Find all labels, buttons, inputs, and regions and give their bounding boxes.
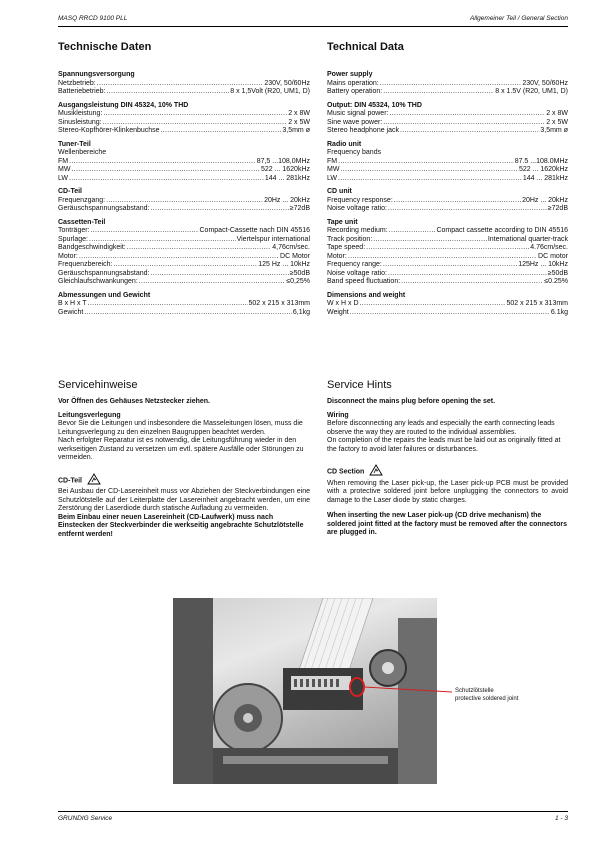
spec-section-title: Abmessungen und Gewicht <box>58 291 151 299</box>
spec-label: B x H x T <box>58 300 87 307</box>
wiring-p1-en: Before disconnecting any leads and especially the earth connecting leads observe the way they are routed to the individual assemblies. <box>327 420 555 436</box>
spec-label: Music signal power: <box>327 110 389 117</box>
spec-label: Tonträger: <box>58 227 90 234</box>
spec-label: Battery operation: <box>327 88 383 95</box>
spec-value: 6,1kg <box>292 308 310 316</box>
spec-label: MW <box>58 166 71 173</box>
spec-section-title: Radio unit <box>327 140 362 148</box>
spec-value: 3,5mm ø <box>282 127 310 134</box>
service-intro-en: Disconnect the mains plug before opening the set. <box>327 398 496 405</box>
spec-label: Motor: <box>58 252 78 260</box>
spec-value: 502 x 215 x 313mm <box>248 300 310 307</box>
spec-value: DC motor <box>538 252 568 260</box>
spec-section-title: Spannungsversorgung <box>58 71 135 78</box>
spec-subtitle: Wellenbereiche <box>58 149 107 156</box>
spec-label: Frequenzbereich: <box>58 261 113 268</box>
spec-value: Compact cassette according to DIN 45516 <box>436 227 568 234</box>
spec-label: Band speed fluctuation: <box>327 278 401 285</box>
page-number: 1 - 3 <box>554 815 568 822</box>
spec-label: Frequenzgang: <box>58 196 106 204</box>
spec-label: FM <box>327 157 338 165</box>
spec-subtitle: Frequency bands <box>327 149 382 156</box>
cd-p2-de: Beim Einbau einer neuen Lasereinheit (CD-Laufwerk) muss nach Einstecken der Steckverbinder die werkseitig angebrachte Schutzlötstelle entfernt werden! <box>58 513 304 538</box>
wiring-p1-de: Bevor Sie die Leitungen und insbesondere die Masseleitungen lösen, muss die Leitungsverlegung zu den einzelnen Baugruppen beachtet werden. <box>58 420 303 436</box>
spec-label: MW <box>327 166 340 173</box>
title-en: Technical Data <box>327 41 404 53</box>
wiring-p2-de: Nach erfolgter Reparatur ist es notwendig, die Leitungsführung wieder in den werkseitigen Zustand zu versetzen um evtl. spätere Ausfälle oder Störungen zu vermeiden. <box>58 437 304 461</box>
spec-value: 125Hz ... 10kHz <box>518 261 568 268</box>
spec-value: ≥50dB <box>289 269 310 277</box>
callout-label-en: protective soldered joint <box>455 696 519 702</box>
spec-value: 125 Hz ... 10kHz <box>258 261 310 268</box>
spec-label: Netzbetrieb: <box>58 79 96 87</box>
spec-value: 522 ... 1620kHz <box>260 166 310 173</box>
spec-label: Noise voltage ratio: <box>327 205 387 212</box>
callout-label <box>455 687 518 703</box>
spec-value: 144 ... 281kHz <box>264 174 310 182</box>
spec-value: Viertelspur international <box>236 235 310 243</box>
spec-value: DC Motor <box>280 252 310 260</box>
spec-value: 144 ... 281kHz <box>522 174 568 182</box>
spec-label: Stereo headphone jack <box>327 127 399 134</box>
spec-label: Track position: <box>327 235 373 243</box>
spec-label: FM <box>58 157 69 165</box>
wiring-title-en: Wiring <box>327 411 349 419</box>
spec-value: 8 x 1.5V (R20, UM1, D) <box>495 88 568 95</box>
spec-label: LW <box>58 174 68 182</box>
footer-brand: GRUNDIG Service <box>58 815 113 822</box>
spec-value: 6.1kg <box>550 308 568 316</box>
spec-value: 3,5mm ø <box>540 127 568 134</box>
spec-section-title: Tuner-Teil <box>58 140 91 148</box>
spec-label: Motor: <box>327 252 347 260</box>
spec-label: Frequency response: <box>327 196 393 204</box>
spec-value: International quarter-track <box>487 235 568 243</box>
spec-value: 20Hz ... 20kHz <box>264 196 310 204</box>
spec-value: 2 x 8W <box>288 110 310 117</box>
title-de: Technische Daten <box>58 41 152 53</box>
spec-label: Geräuschspannungsabstand: <box>58 205 150 212</box>
spec-value: ≥72dB <box>547 205 568 212</box>
page-footer <box>58 811 568 826</box>
spec-value: 2 x 5W <box>546 118 568 126</box>
spec-value: 522 ... 1620kHz <box>518 166 568 173</box>
spec-section-title: Power supply <box>327 71 373 78</box>
spec-value: 230V, 50/60Hz <box>522 79 568 87</box>
spec-value: ≤0,25% <box>286 278 310 285</box>
spec-value: 87.5 ...108.0MHz <box>514 157 568 165</box>
spec-value: ≤0.25% <box>544 278 568 285</box>
spec-label: LW <box>327 174 337 182</box>
spec-label: Recording medium: <box>327 227 388 234</box>
wiring-p2-en: On completion of the repairs the leads must be laid out as originally fitted at the factory to avoid later failures or disturbances. <box>327 437 561 453</box>
spec-value: 230V, 50/60Hz <box>264 79 310 87</box>
wiring-title-de: Leitungsverlegung <box>58 411 121 419</box>
spec-label: Noise voltage ratio: <box>327 269 387 277</box>
spec-value: 4.76cm/sec. <box>530 244 568 251</box>
spec-section-title: Tape unit <box>327 218 358 226</box>
cd-title-en: CD Section <box>327 468 365 476</box>
spec-section-title: Cassetten-Teil <box>58 218 106 226</box>
spec-value: 2 x 8W <box>546 110 568 117</box>
spec-value: 20Hz ... 20kHz <box>522 196 568 204</box>
cd-p1-en: When removing the Laser pick-up, the Laser pick-up PCB must be provided with a protective soldered joint before unplugging the connectors to avoid damage to the Laser diode by static charges. <box>327 479 568 504</box>
spec-label: W x H x D <box>327 300 359 307</box>
spec-value: 87,5 ...108,0MHz <box>256 157 310 165</box>
spec-section-title: Dimensions and weight <box>327 291 406 299</box>
spec-section-title: Ausgangsleistung DIN 45324, 10% THD <box>58 101 189 109</box>
service-intro-de: Vor Öffnen des Gehäuses Netzstecker ziehen. <box>58 398 210 405</box>
spec-label: Spurlage: <box>58 235 88 243</box>
spec-value: 4,76cm/sec. <box>272 244 310 251</box>
spec-label: Sine wave power: <box>327 118 383 126</box>
spec-section-title: CD unit <box>327 188 352 195</box>
spec-label: Sinusleistung: <box>58 118 102 126</box>
spec-value: 2 x 5W <box>288 118 310 126</box>
spec-section-title: CD-Teil <box>58 188 82 195</box>
spec-label: Tape speed: <box>327 244 366 251</box>
spec-value: 502 x 215 x 313mm <box>506 300 568 307</box>
spec-label: Weight <box>327 308 349 316</box>
service-title-en: Service Hints <box>327 379 392 391</box>
spec-label: Geräuschspannungsabstand: <box>58 269 150 277</box>
spec-value: 8 x 1,5Volt (R20, UM1, D) <box>230 88 310 95</box>
spec-label: Gewicht <box>58 308 84 316</box>
spec-label: Musikleistung: <box>58 110 103 117</box>
cd-title-de: CD-Teil <box>58 477 82 485</box>
spec-label: Stereo-Kopfhörer-Klinkenbuchse <box>58 127 160 134</box>
spec-value: ≥50dB <box>547 269 568 277</box>
spec-section-title: Output: DIN 45324, 10% THD <box>327 101 422 109</box>
spec-label: Mains operation: <box>327 79 379 87</box>
callout-label-de: Schutzlötstelle <box>455 688 494 694</box>
service-title-de: Servicehinweise <box>58 379 138 391</box>
cd-p1-de: Bei Ausbau der CD-Lasereinheit muss vor Abziehen der Steckverbindungen eine Schutzlötstelle auf der Leiterplatte der Lasereinheit angebracht werden, um eine Zerstörung der Laserdiode durch statische Aufladung zu vermeiden. <box>58 488 310 512</box>
spec-label: Bandgeschwindigkeit: <box>58 244 126 251</box>
spec-label: Batteriebetrieb: <box>58 88 106 95</box>
header-model: MASQ RRCD 9100 PLL <box>58 15 128 22</box>
spec-value: ≥72dB <box>289 205 310 212</box>
header-section: Allgemeiner Teil / General Section <box>469 15 568 22</box>
spec-label: Frequency range: <box>327 261 382 268</box>
cd-p2-en: When inserting the new Laser pick-up (CD drive mechanism) the soldered joint fitted at the factory must be removed after the connectors are plugged in. <box>327 512 567 536</box>
spec-value: Compact-Cassette nach DIN 45516 <box>199 227 310 234</box>
spec-label: Gleichlaufschwankungen: <box>58 278 138 285</box>
